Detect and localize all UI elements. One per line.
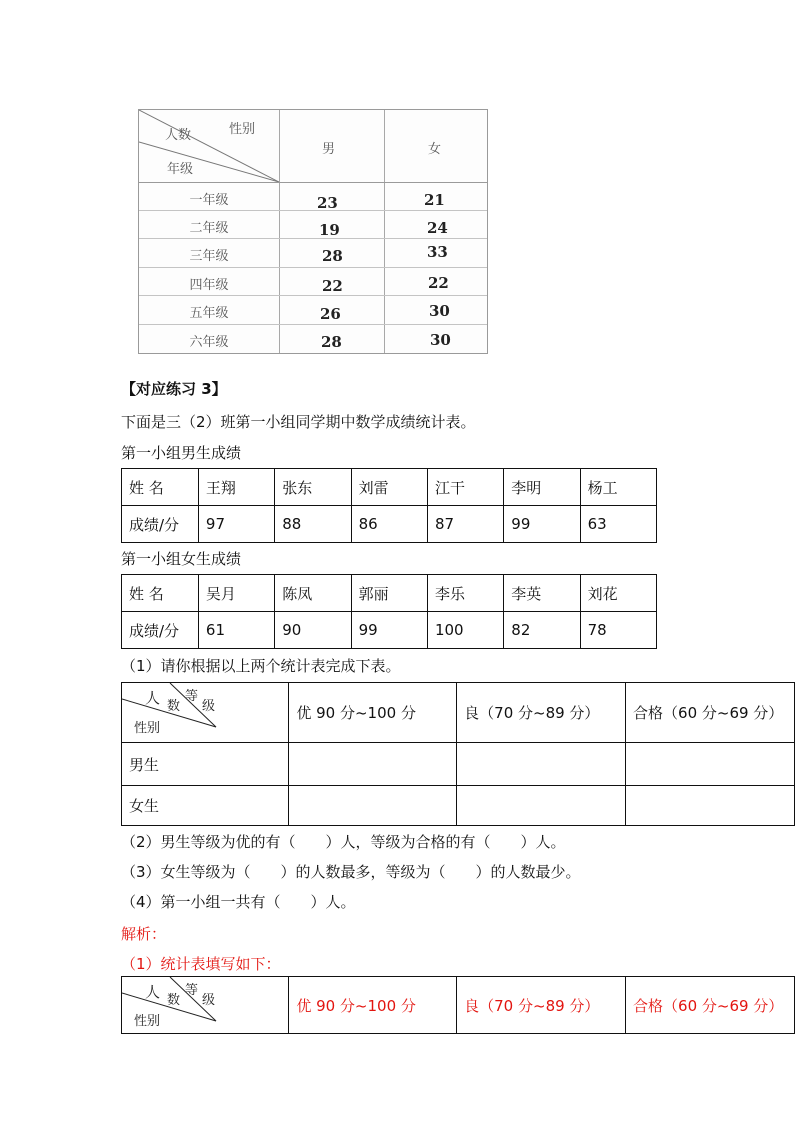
student-name: 张东 [275,469,351,506]
female-scores-table [121,574,657,649]
corner-label-deng: 等 [185,689,199,704]
grade-level-table [121,682,795,826]
answer-col-excellent: 优 90 分~100 分 [289,977,457,1034]
male-count: 26 [320,305,341,323]
student-name: 李英 [504,575,580,612]
answer-cell[interactable] [626,786,795,826]
table-row [122,683,795,743]
grade-label: 五年级 [189,306,229,321]
student-score: 87 [427,506,503,543]
table-row [122,977,795,1034]
table-row [122,506,657,543]
table-row [122,786,795,826]
analysis-label: 解析： [121,925,167,943]
column-divider [279,110,280,353]
table-row [122,612,657,649]
name-label: 姓 名 [122,575,199,612]
question-2: （2）男生等级为优的有（ ）人，等级为合格的有（ ）人。 [121,833,566,851]
question-1: （1）请你根据以上两个统计表完成下表。 [121,657,401,675]
grade-gender-table [138,109,488,354]
student-name: 江干 [427,469,503,506]
diagonal-header-cell [122,977,289,1034]
row-divider [139,324,487,325]
score-label: 成绩/分 [122,612,199,649]
student-score: 99 [351,612,427,649]
male-table-title: 第一小组男生成绩 [121,444,242,462]
answer-table [121,976,795,1034]
answer-cell[interactable] [457,786,626,826]
corner-label-shu: 数 [167,993,181,1008]
header-grade: 年级 [167,162,194,177]
male-count: 22 [322,277,343,295]
score-label: 成绩/分 [122,506,199,543]
female-count: 33 [427,243,448,261]
female-count: 30 [430,331,451,349]
grade-label: 四年级 [189,278,229,293]
student-score: 82 [504,612,580,649]
row-male: 男生 [122,743,289,786]
male-count: 23 [317,194,338,212]
student-name: 陈凤 [275,575,351,612]
corner-label-ren: 人 [145,689,161,707]
female-count: 30 [429,302,450,320]
student-score: 99 [504,506,580,543]
female-count: 22 [428,274,449,292]
answer-cell[interactable] [289,786,457,826]
col-excellent: 优 90 分~100 分 [289,683,457,743]
table-row [122,743,795,786]
grade-label: 二年级 [189,221,229,236]
corner-label-ji: 级 [202,993,216,1008]
student-score: 86 [351,506,427,543]
corner-label-ren: 人 [145,983,161,1001]
row-divider [139,238,487,239]
corner-label-deng: 等 [185,983,199,998]
student-score: 97 [198,506,274,543]
col-male-header: 男 [322,142,336,157]
male-count: 19 [319,221,340,239]
student-score: 78 [580,612,656,649]
answer-col-pass: 合格（60 分~69 分） [626,977,795,1034]
student-name: 杨工 [580,469,656,506]
question-3: （3）女生等级为（ ）的人数最多，等级为（ ）的人数最少。 [121,863,581,881]
female-count: 24 [427,219,448,237]
header-gender: 性别 [229,122,256,137]
exercise-heading: 【对应练习 3】 [121,380,227,398]
grade-label: 一年级 [189,193,229,208]
female-count: 21 [424,191,445,209]
answer-cell[interactable] [457,743,626,786]
header-count: 人数 [165,128,192,143]
student-score: 100 [427,612,503,649]
table-row [122,469,657,506]
col-female-header: 女 [428,142,442,157]
student-name: 吴月 [198,575,274,612]
male-scores-table [121,468,657,543]
corner-label-ji: 级 [202,699,216,714]
student-score: 90 [275,612,351,649]
corner-label-gender: 性别 [134,721,161,736]
answer-col-good: 良（70 分~89 分） [457,977,626,1034]
male-count: 28 [322,247,343,265]
question-4: （4）第一小组一共有（ ）人。 [121,893,356,911]
student-name: 李明 [504,469,580,506]
diagonal-header-cell [122,683,289,743]
answer-cell[interactable] [289,743,457,786]
analysis-step-1: （1）统计表填写如下： [121,955,281,973]
student-name: 刘雷 [351,469,427,506]
table-row [122,575,657,612]
row-divider [139,267,487,268]
row-female: 女生 [122,786,289,826]
student-score: 61 [198,612,274,649]
grade-label: 六年级 [189,335,229,350]
student-score: 63 [580,506,656,543]
name-label: 姓 名 [122,469,199,506]
student-name: 王翔 [198,469,274,506]
answer-cell[interactable] [626,743,795,786]
student-score: 88 [275,506,351,543]
col-pass: 合格（60 分~69 分） [626,683,795,743]
female-table-title: 第一小组女生成绩 [121,550,242,568]
corner-label-gender: 性别 [134,1014,161,1029]
student-name: 郭丽 [351,575,427,612]
exercise-intro: 下面是三（2）班第一小组同学期中数学成绩统计表。 [121,413,476,431]
col-good: 良（70 分~89 分） [457,683,626,743]
column-divider [384,110,385,353]
row-divider [139,182,487,183]
corner-label-shu: 数 [167,699,181,714]
header-diagonal-lines [139,110,279,182]
grade-label: 三年级 [189,249,229,264]
row-divider [139,295,487,296]
student-name: 刘花 [580,575,656,612]
male-count: 28 [321,333,342,351]
student-name: 李乐 [427,575,503,612]
row-divider [139,210,487,211]
